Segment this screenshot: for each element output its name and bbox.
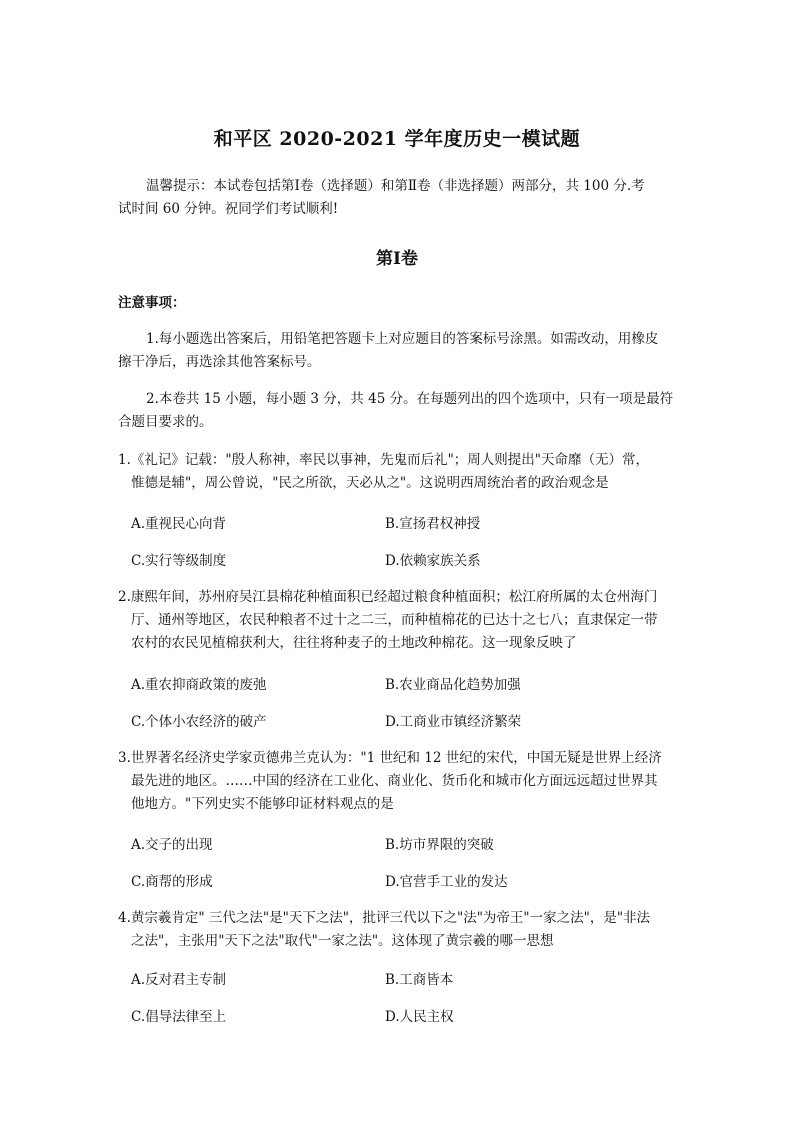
- note-1-line-2: 擦干净后，再选涂其他答案标号。: [118, 354, 321, 370]
- question-2-line-2: 厅、通州等地区，农民种粮者不过十之二三，而种植棉花的已达十之七八；直隶保定一带: [131, 612, 658, 628]
- question-3-line-2: 最先进的地区。……中国的经济在工业化、商业化、货币化和城市化方面远远超过世界其: [131, 773, 658, 789]
- question-1-line-2: 惟德是辅"，周公曾说，"民之所欲，天必从之"。这说明西周统治者的政治观念是: [131, 475, 609, 491]
- q3-option-d: D.官营手工业的发达: [385, 874, 508, 890]
- question-1-line-1: 1.《礼记》记载："殷人称神，率民以事神，先鬼而后礼"；周人则提出"天命靡（无）常，: [118, 452, 650, 468]
- notes-heading: 注意事项：: [118, 295, 186, 311]
- question-4-line-2: 之法"，主张用"天下之法"取代"一家之法"。这体现了黄宗羲的哪一思想: [131, 933, 554, 949]
- q2-option-a: A.重农抑商政策的废弛: [131, 677, 267, 693]
- q4-option-d: D.人民主权: [385, 1009, 454, 1025]
- intro-line-1: 温馨提示：本试卷包括第Ⅰ卷（选择题）和第Ⅱ卷（非选择题）两部分，共 100 分.考: [146, 178, 645, 194]
- question-3-line-3: 他地方。"下列史实不能够印证材料观点的是: [131, 796, 394, 812]
- q1-option-c: C.实行等级制度: [131, 553, 227, 569]
- q3-option-a: A.交子的出现: [131, 837, 213, 853]
- question-4-line-1: 4.黄宗羲肯定" 三代之法"是"天下之法"，批评三代以下之"法"为帝王"一家之法"，是"非法: [118, 910, 651, 926]
- note-2-line-1: 2.本卷共 15 小题，每小题 3 分，共 45 分。在每题列出的四个选项中，只有一项是最符: [146, 391, 674, 407]
- q2-option-b: B.农业商品化趋势加强: [385, 677, 521, 693]
- note-2-line-2: 合题目要求的。: [118, 414, 213, 430]
- q2-option-d: D.工商业市镇经济繁荣: [385, 714, 522, 730]
- intro-line-2: 试时间 60 分钟。祝同学们考试顺利!: [118, 201, 339, 217]
- question-2-line-1: 2.康熙年间，苏州府吴江县棉花种植面积已经超过粮食种植面积；松江府所属的太仓州海门: [118, 589, 658, 605]
- question-2-line-3: 农村的农民见植棉获利大，往往将种麦子的土地改种棉花。这一现象反映了: [131, 635, 577, 651]
- q4-option-a: A.反对君主专制: [131, 972, 227, 988]
- question-3-line-1: 3.世界著名经济史学家贡德弗兰克认为："1 世纪和 12 世纪的宋代，中国无疑是世界上经济: [118, 750, 662, 766]
- q4-option-b: B.工商皆本: [385, 972, 454, 988]
- q2-option-c: C.个体小农经济的破产: [131, 714, 267, 730]
- q3-option-b: B.坊市界限的突破: [385, 837, 494, 853]
- q3-option-c: C.商帮的形成: [131, 874, 213, 890]
- q1-option-a: A.重视民心向背: [131, 516, 227, 532]
- q4-option-c: C.倡导法律至上: [131, 1009, 227, 1025]
- q1-option-d: D.依赖家族关系: [385, 553, 481, 569]
- note-1-line-1: 1.每小题选出答案后，用铅笔把答题卡上对应题目的答案标号涂黑。如需改动，用橡皮: [146, 331, 659, 347]
- q1-option-b: B.宣扬君权神授: [385, 516, 481, 532]
- section-title: 第Ⅰ卷: [376, 249, 418, 269]
- exam-title: 和平区 2020-2021 学年度历史一模试题: [213, 128, 581, 150]
